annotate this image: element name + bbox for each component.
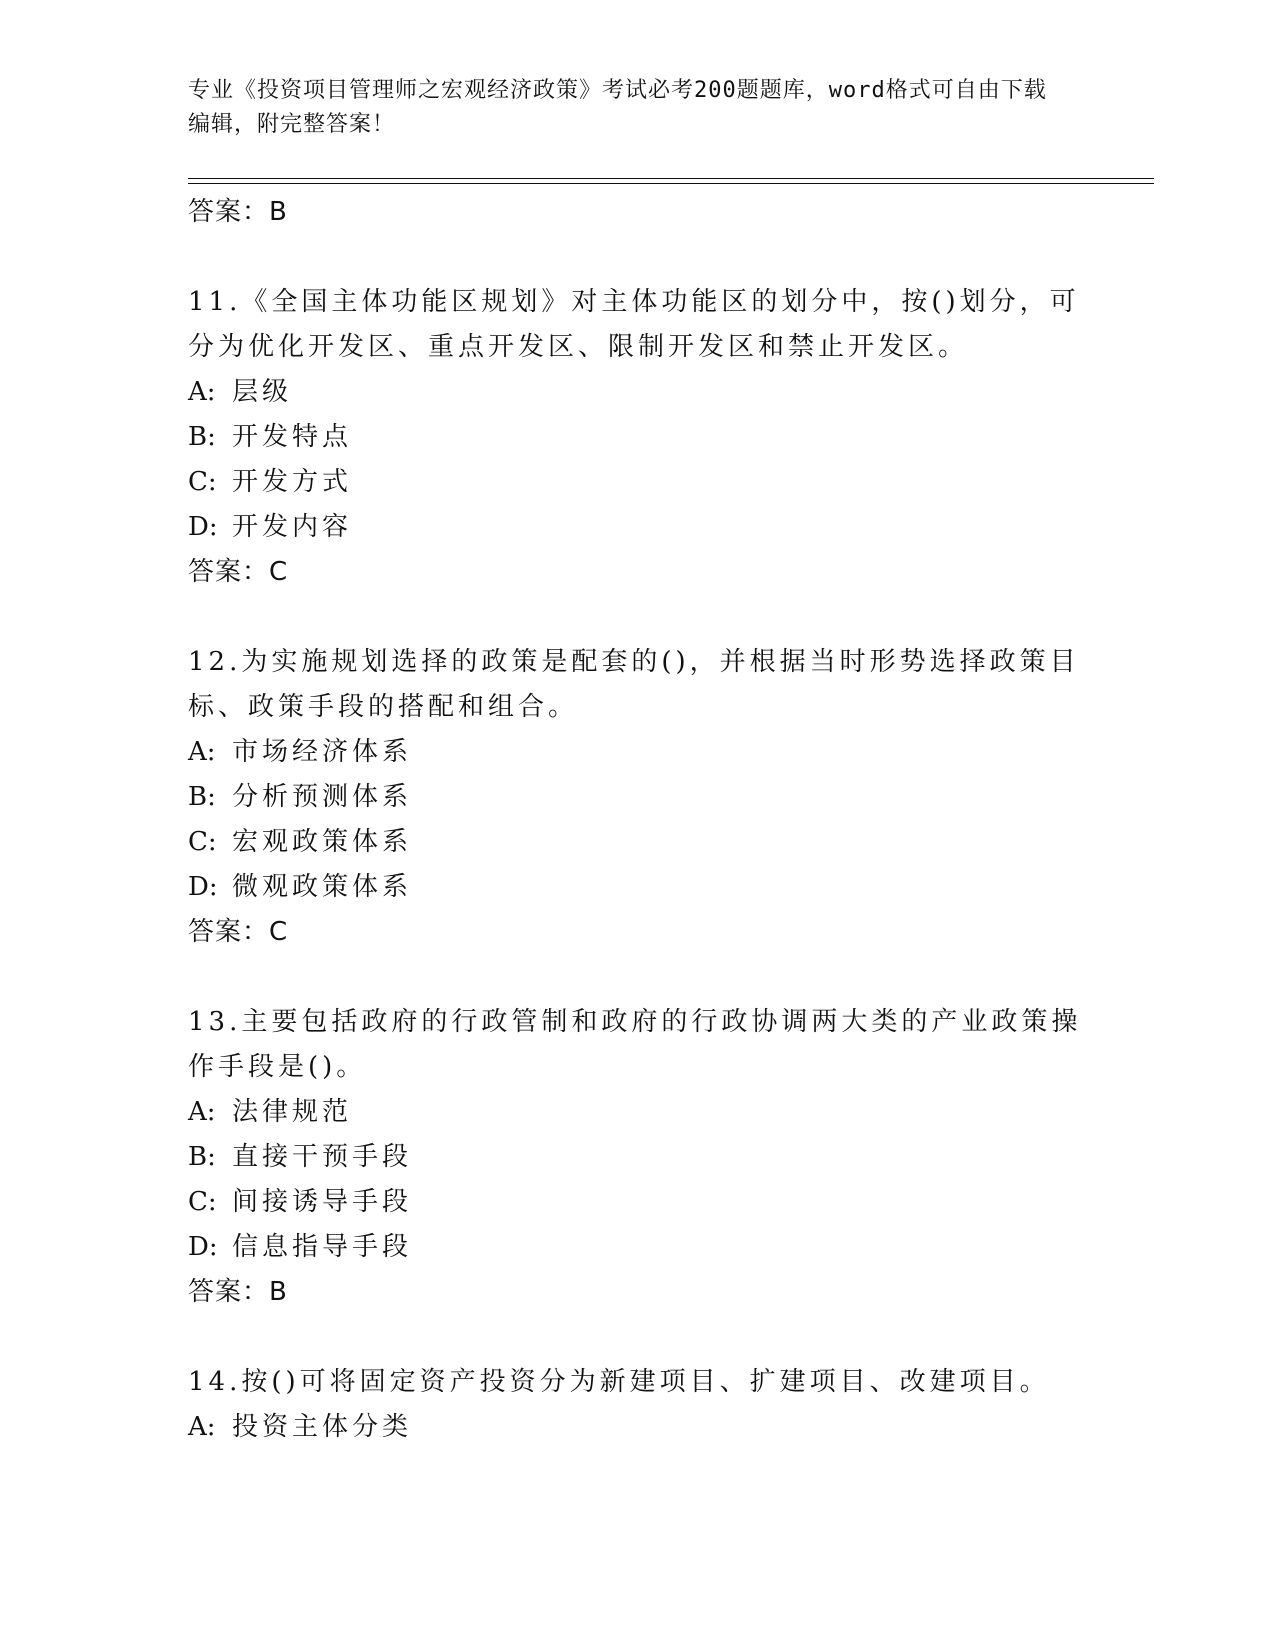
answer-line [188,190,1088,234]
option-b [188,1135,1088,1180]
question-text: 11.《全国主体功能区规划》对主体功能区的划分中，按()划分，可分为优化开发区、重点开发区、限制开发区和禁止开发区。 [188,287,1080,362]
answer-line [188,1270,1088,1314]
option-letter: D: [188,872,218,902]
option-b [188,415,1088,460]
option-d [188,505,1088,550]
option-letter: D: [188,1232,218,1262]
option-letter: A: [188,1412,216,1442]
option-d [188,1225,1088,1270]
option-c [188,460,1088,505]
option-text: 开发特点 [232,422,353,452]
option-text: 开发方式 [232,467,353,497]
document-header: 专业《投资项目管理师之宏观经济政策》考试必考200题题库，word格式可自由下载编辑，附完整答案！ [188,78,1047,137]
option-a [188,1405,1088,1450]
question-list [188,190,1088,1450]
option-text: 投资主体分类 [232,1412,413,1442]
option-text: 信息指导手段 [232,1232,413,1262]
option-text: 分析预测体系 [232,782,413,812]
option-letter: A: [188,737,216,767]
option-text: 间接诱导手段 [232,1187,413,1217]
option-text: 直接干预手段 [232,1142,413,1172]
option-text: 法律规范 [232,1097,353,1127]
option-a [188,370,1088,415]
option-letter: B: [188,782,216,812]
answer-prefix: 答案： [188,557,270,587]
option-letter: A: [188,1097,216,1127]
answer-value: C [269,917,289,947]
option-c [188,820,1088,865]
option-letter: B: [188,1142,216,1172]
question-text: 13.主要包括政府的行政管制和政府的行政协调两大类的产业政策操作手段是()。 [188,1007,1082,1082]
question-text: 12.为实施规划选择的政策是配套的()，并根据当时形势选择政策目标、政策手段的搭配和组合。 [188,647,1080,722]
option-text: 微观政策体系 [232,872,413,902]
option-text: 市场经济体系 [232,737,413,767]
option-text: 开发内容 [232,512,353,542]
answer-line [188,910,1088,954]
header-divider-secondary [188,183,1154,184]
answer-value: C [269,557,289,587]
option-letter: C: [188,1187,217,1217]
option-letter: C: [188,827,217,857]
option-letter: D: [188,512,218,542]
option-text: 层级 [232,377,293,407]
answer-prefix: 答案： [188,1277,270,1307]
answer-prefix: 答案： [188,917,270,947]
option-letter: C: [188,467,217,497]
option-c [188,1180,1088,1225]
option-b [188,775,1088,820]
option-d [188,865,1088,910]
answer-prefix: 答案： [188,197,270,227]
option-a [188,1090,1088,1135]
answer-value: B [269,197,288,227]
option-text: 宏观政策体系 [232,827,413,857]
answer-line [188,550,1088,594]
option-letter: B: [188,422,216,452]
question-text: 14.按()可将固定资产投资分为新建项目、扩建项目、改建项目。 [188,1367,1050,1397]
option-letter: A: [188,377,216,407]
header-divider [188,178,1154,179]
answer-value: B [269,1277,288,1307]
option-a [188,730,1088,775]
